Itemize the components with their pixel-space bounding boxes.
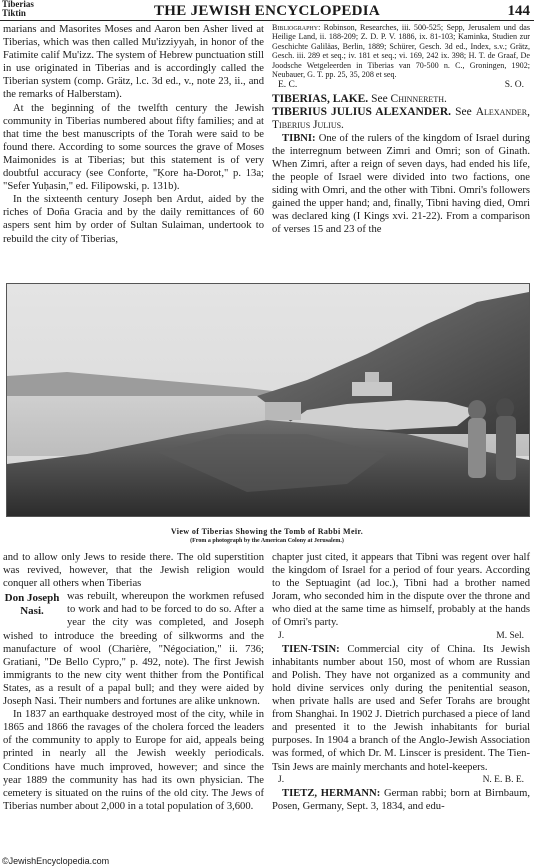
- see-text: See: [455, 105, 472, 118]
- tomb-dome: [365, 372, 379, 382]
- bibliography-label: Bibliography:: [272, 23, 321, 32]
- entry-heading: TIBERIAS, LAKE.: [272, 92, 369, 105]
- entry-tietz: [272, 787, 530, 813]
- page-title: THE JEWISH ENCYCLOPEDIA: [153, 3, 381, 19]
- shore-building: [265, 402, 301, 420]
- tomb-building: [352, 382, 392, 396]
- entry-text: Commercial city of China. Its Jewish inhabitants number about 150, most of whom are Russian and Polish. They have not organized as a community and hold divine services only during the penitential season, when private halls are used and Sefer Torahs are brought from Shanghai. In 1902 J. Dietrich purchased a piece of land and presented it to the Jewish inhabitants for burial purposes. In 1904 a branch of the Anglo-Jewish Association was formed, of which Dr. M. Linscer is president. The Tien-Tsin Jews are mainly merchants and hotel-keepers.: [272, 643, 530, 773]
- entry-heading: TIETZ, HERMANN:: [282, 787, 381, 799]
- column-bottom-right: [272, 551, 530, 813]
- entry-text: One of the rulers of the kingdom of Israel during the interregnum between Zimri and Omri; son of Ginath. When Zimri, after a reign of seven days, had ended his life, the people of Israel were divided into two factions, one siding with Omri, and the other with Tibni. Omri's followers gained the upper hand; and, finally, Tibni having died, Omri was declared king (I Kings xvi. 21-22). From a comparison of verses 15 and 23 of the: [272, 132, 530, 236]
- signature-left: J.: [278, 774, 285, 785]
- entry-heading: TIBERIUS JULIUS ALEXANDER.: [272, 105, 452, 118]
- column-top-right: [272, 23, 530, 237]
- footer-copyright-link[interactable]: ©JewishEncyclopedia.com: [2, 856, 110, 866]
- page-number: 144: [507, 3, 530, 19]
- see-reference-link[interactable]: Alexander, Tiberius Julius.: [272, 105, 531, 131]
- signature: [272, 79, 530, 92]
- cross-reference-julius: [272, 106, 530, 132]
- see-reference-link[interactable]: Chinnereth.: [390, 92, 447, 105]
- paragraph: marians and Masorites Moses and Aaron ben Asher lived at Tiberias, which was then called Mu'izziyyah, in honor of the Fatimite calif Mu'izz. The system of Hebrew punctuation still in use originated in Tiberias and is accordingly called the Tiberian system (comp. Grätz, l.c. 3d ed., v., note 23, ii., and the remarks of Halberstam).: [3, 24, 264, 101]
- entry-heading: TIEN-TSIN:: [282, 643, 340, 655]
- entry-tientsin: [272, 643, 530, 774]
- signature: [272, 630, 530, 643]
- photograph-image: [7, 284, 529, 516]
- paragraph: In the sixteenth century Joseph ben Ardut, aided by the riches of Doña Gracia and by the daily remittances of 60 aspers sent him by order of Sultan Sulaiman, undertook to rebuild the city of Tiberias,: [3, 194, 264, 245]
- paragraph: In 1837 an earthquake destroyed most of the city, while in 1865 and 1866 the ravages of the cholera forced the leaders of the community to apply to Europe for aid, appeals being printed in nearly all the Jewish weekly periodicals. Conditions have much improved, however; and since the year 1889 the community has had its own physician. The cemetery is situated on the ruins of the old city. The Jews of Tiberias number about 2,000 in a total population of 3,600.: [3, 709, 264, 812]
- see-text: See: [371, 92, 388, 105]
- header-last-word: Tiktin: [2, 8, 26, 18]
- bibliography: [272, 23, 530, 79]
- marginal-note: Don Joseph Nasi.: [4, 592, 60, 618]
- paragraph-with-sidenote: [3, 590, 264, 708]
- paragraph: and to allow only Jews to reside there. The old superstition was revived, however, that the Jewish religion would conquer all others when Tiberias: [3, 552, 264, 590]
- column-bottom-left: [3, 551, 264, 813]
- signature: [272, 774, 530, 787]
- entry-text: German rabbi; born at Birnbaum, Posen, Germany, Sept. 3, 1834, and edu-: [272, 787, 530, 812]
- paragraph-text: was rebuilt, whereupon the workmen refused to work and had to be forced to do so. After a year the city was completed, and Joseph wished to introduce the breeding of silkworms and the manufacture of wool (Charière, "Négociation," ii. 736; Gratiani, "De Bello Cypro," p. 492, note). The first Jewish immigrants to the new city went thither from the Pontifical States, as a result of a papal bull; and they were aided by Joseph Nasi. Their numbers and fortunes are alike unknown.: [3, 591, 264, 708]
- figure-credit: (From a photograph by the American Colony at Jerusalem.): [190, 538, 344, 544]
- bibliography-text: Robinson, Researches, iii. 500-525; Sepp, Jerusalem und das Heilige Land, ii. 188-209; Z. D. P. V. 1886, ix. 81-103; Kaminka, Studien zur Geschichte Galiläas, Berlin, 1889; Schürer, Gesch. 3d ed., Index, s.v.; Grätz, Gesch. iii. 289 et seq.; iv. 181 et seq.; vi. 169, 242 ix. 398; H. T. de Graaf, De Joodsche Wetgeleerden in Tiberias van 70-500 n. C., Groningen, 1902; Neubauer, G. T. pp. 25, 35, 208 et seq.: [272, 23, 530, 80]
- signature-right: N. E. B. E.: [482, 774, 524, 785]
- paragraph: chapter just cited, it appears that Tibni was regent over half the kingdom of Israel for a period of four years. According to the Septuagint (ad loc.), Tibni had a brother named Joram, who seconded him in the dispute over the throne and who died at the same time as himself, probably at the hands of Omri's party.: [272, 552, 530, 629]
- header-first-word: Tiberias: [2, 0, 34, 9]
- photograph-tiberias: [6, 283, 530, 517]
- paragraph: At the beginning of the twelfth century the Jewish community in Tiberias numbered about fifty families; and at that time the best manuscripts of the Torah were said to be found there. According to some sources the grave of Moses Maimonides is at Tiberias; but this statement is of very doubtful accuracy (see Conforte, "Ḳore ha-Dorot," p. 13a; "Sefer Yuḥasin," ed. Filipowski, p. 131b).: [3, 102, 264, 193]
- signature-left: E. C.: [278, 80, 298, 91]
- cross-reference-lake: [272, 93, 530, 106]
- header-rule: [0, 20, 534, 21]
- entry-tibni: [272, 132, 530, 237]
- signature-right: S. O.: [504, 80, 524, 91]
- signature-right: M. Sel.: [496, 630, 524, 641]
- column-top-left: [3, 23, 264, 246]
- signature-left: J.: [278, 630, 285, 641]
- entry-heading: TIBNI:: [282, 132, 316, 144]
- figure-caption: View of Tiberias Showing the Tomb of Rabbi Meïr.: [170, 527, 364, 536]
